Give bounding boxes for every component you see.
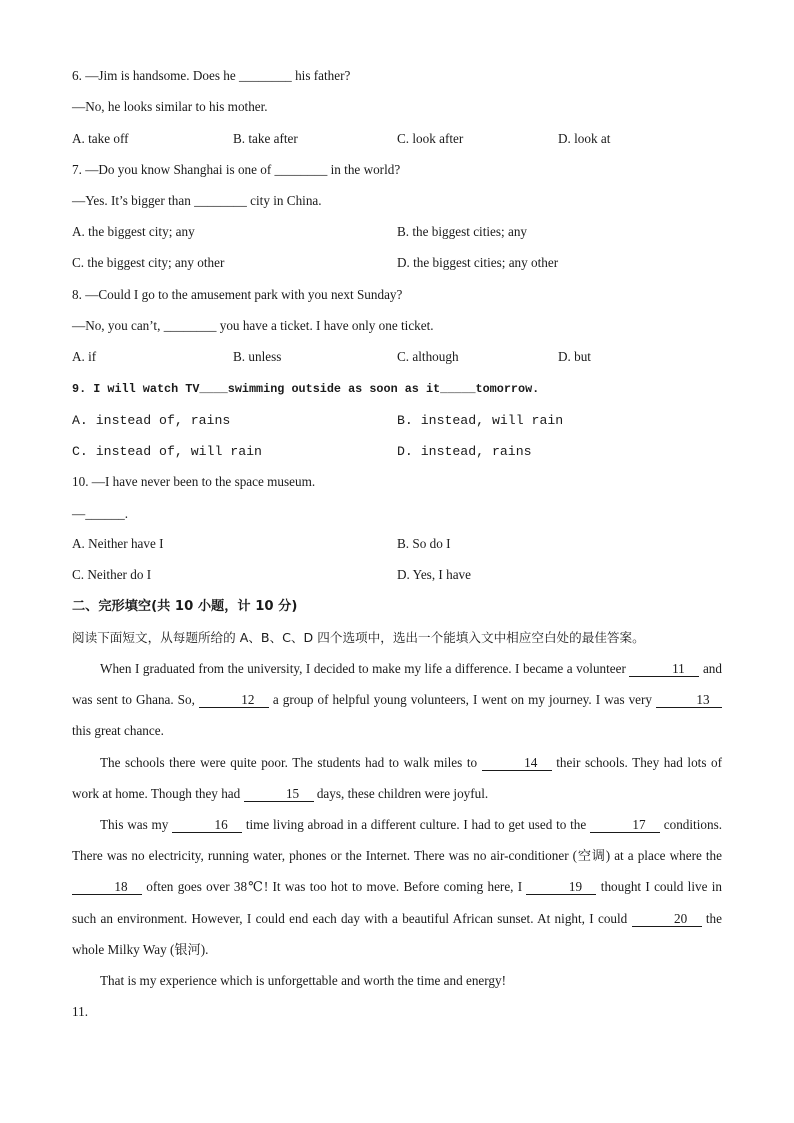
cloze-blank-18: 18	[72, 880, 142, 895]
question-10-option-a: A. Neither have I	[72, 536, 164, 551]
question-7-option-c: C. the biggest city; any other	[72, 255, 225, 270]
answer-number-11: 11.	[72, 1004, 88, 1019]
question-6-option-a: A. take off	[72, 131, 129, 146]
cloze-blank-19: 19	[526, 880, 596, 895]
cloze-blank-14: 14	[482, 756, 552, 771]
question-8-option-d: D. but	[558, 349, 591, 364]
question-9-option-d: D. instead, rains	[397, 444, 532, 459]
section-2-instruction: 阅读下面短文，从每题所给的 A、B、C、D 四个选项中，选出一个能填入文中相应空白处的最佳答案。	[72, 630, 645, 645]
question-8-reply: —No, you can’t, ________ you have a ticket. I have only one ticket.	[72, 318, 434, 333]
cloze-paragraph-3: This was my 16 time living abroad in a different culture. I had to get used to the 17 conditions. There was no electricity, running water, phones or the Internet. There was no air-conditioner (空调) at a place where the 18 often goes over 38℃! It was too hot to move. Before coming here, I 19 thought I could live in such an environment. However, I could end each day with a beautiful African sunset. At night, I could 20 the whole Milky Way (银河).	[72, 817, 723, 957]
question-10-reply: —______.	[72, 506, 129, 521]
cloze-blank-13: 13	[656, 693, 722, 708]
question-10-stem: 10. —I have never been to the space museum.	[72, 474, 316, 489]
cloze-paragraph-1: When I graduated from the university, I decided to make my life a difference. I became a volunteer 11 and was sent to Ghana. So, 12 a group of helpful young volunteers, I went on my journey. I was very 13 this great chance.	[72, 661, 722, 739]
question-6-reply: —No, he looks similar to his mother.	[72, 99, 268, 114]
question-8-option-c: C. although	[397, 349, 459, 364]
cloze-paragraph-2: The schools there were quite poor. The students had to walk miles to 14 their schools. They had lots of work at home. Though they had 15 days, these children were joyful.	[72, 754, 723, 801]
question-8-stem: 8. —Could I go to the amusement park with you next Sunday?	[72, 287, 403, 302]
cloze-blank-12: 12	[199, 693, 269, 708]
question-8-option-a: A. if	[72, 349, 97, 364]
section-2-heading: 二、完形填空(共 10 小题，计 10 分)	[72, 599, 298, 614]
question-6-option-c: C. look after	[397, 131, 464, 146]
question-7-option-b: B. the biggest cities; any	[397, 224, 528, 239]
cloze-blank-20: 20	[632, 912, 702, 927]
question-7-option-a: A. the biggest city; any	[72, 224, 195, 239]
cloze-blank-11: 11	[629, 662, 699, 677]
cloze-paragraph-4: That is my experience which is unforgettable and worth the time and energy!	[100, 973, 506, 989]
cloze-blank-16: 16	[172, 818, 242, 833]
cloze-blank-15: 15	[244, 787, 314, 802]
question-7-reply: —Yes. It’s bigger than ________ city in China.	[72, 193, 322, 208]
question-9-option-a: A. instead of, rains	[72, 413, 231, 428]
question-10-option-d: D. Yes, I have	[397, 567, 471, 582]
question-8-option-b: B. unless	[233, 349, 282, 364]
cloze-passage	[72, 653, 722, 996]
question-6-option-d: D. look at	[558, 131, 611, 146]
cloze-blank-17: 17	[590, 818, 660, 833]
question-9-option-b: B. instead, will rain	[397, 413, 564, 428]
question-10-option-c: C. Neither do I	[72, 567, 152, 582]
question-9-stem: 9. I will watch TV____swimming outside as soon as it_____tomorrow.	[72, 382, 540, 396]
question-6-option-b: B. take after	[233, 131, 298, 146]
question-10-option-b: B. So do I	[397, 536, 451, 551]
question-6-stem: 6. —Jim is handsome. Does he ________ his father?	[72, 68, 351, 83]
question-9-option-c: C. instead of, will rain	[72, 444, 262, 459]
question-7-stem: 7. —Do you know Shanghai is one of ________ in the world?	[72, 162, 401, 177]
question-7-option-d: D. the biggest cities; any other	[397, 255, 559, 270]
